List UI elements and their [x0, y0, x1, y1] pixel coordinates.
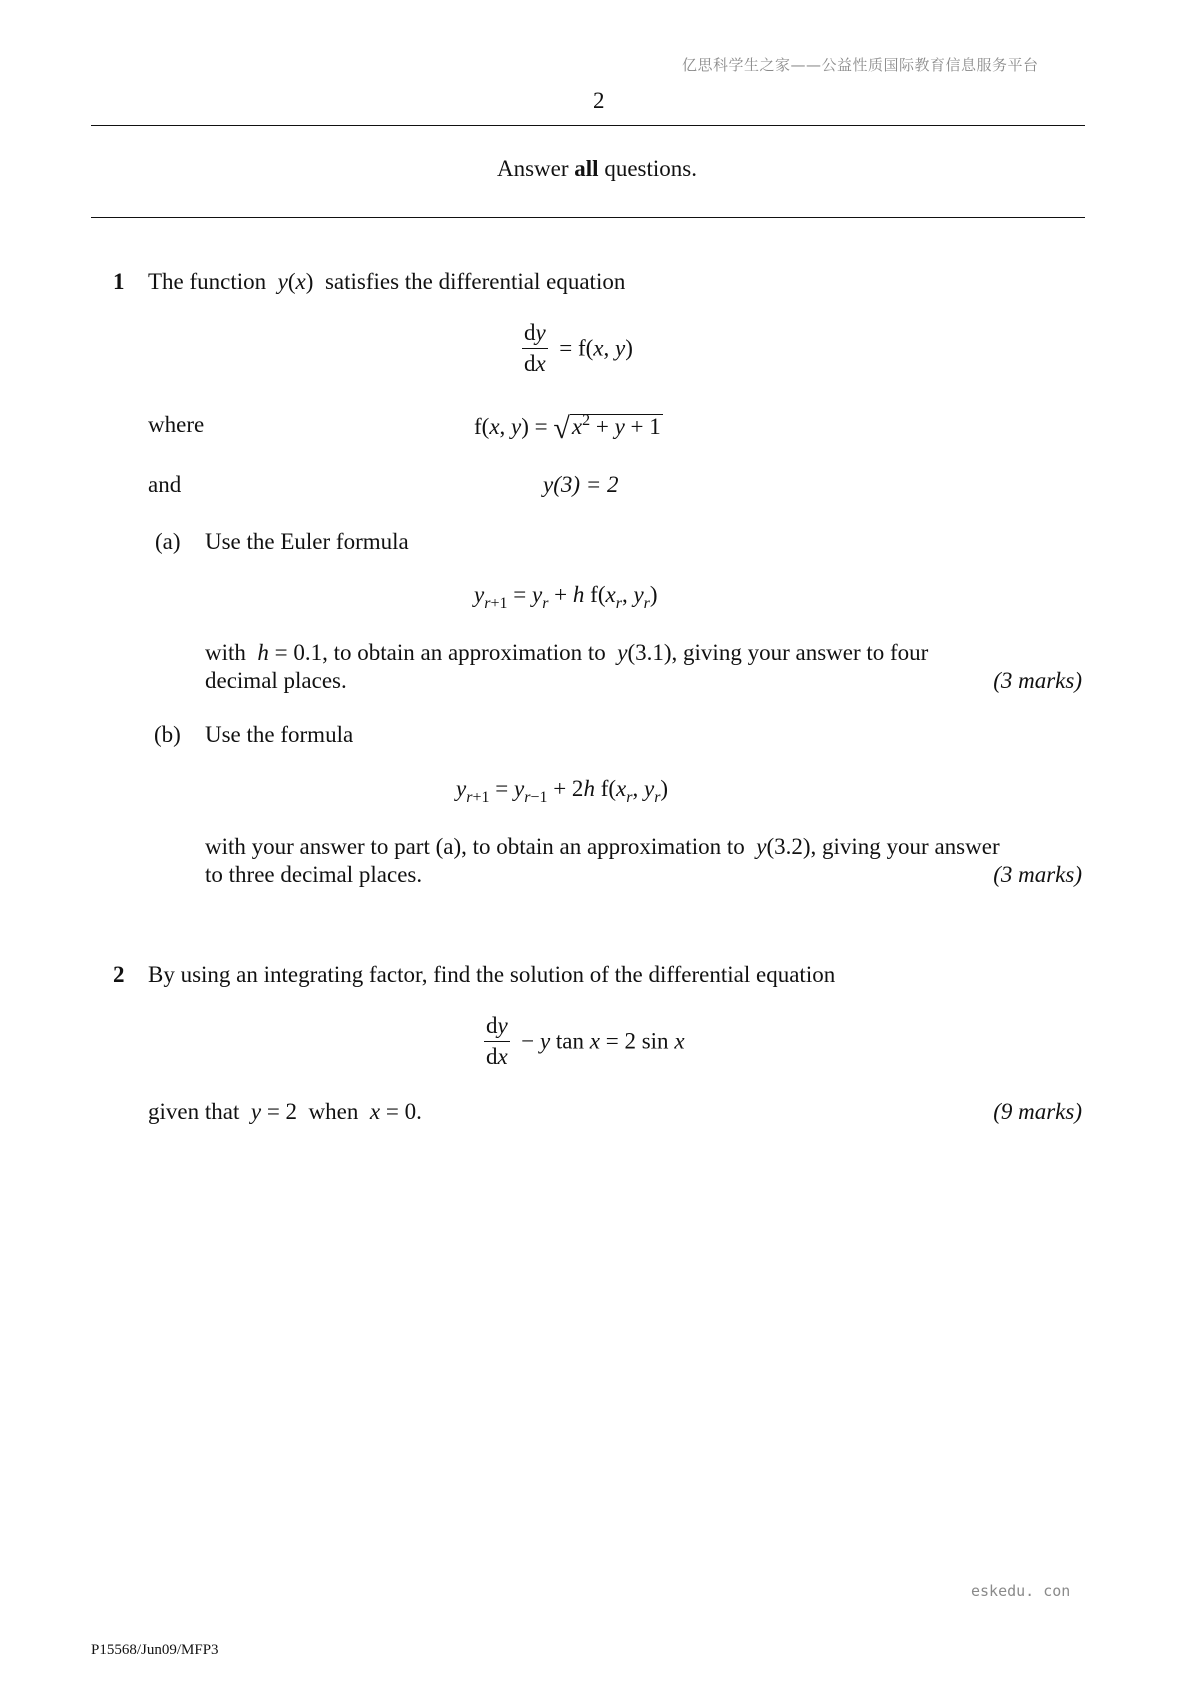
q1-part-b-label: (b) — [154, 722, 181, 747]
q2-given-condition — [148, 1099, 422, 1125]
square-root: $√x^2 + y + 1$ — [553, 412, 661, 445]
instructions-bold: all — [574, 156, 599, 181]
q1-a-text3: , giving your answer to four — [671, 640, 929, 665]
q2-given-text3: . — [416, 1099, 422, 1124]
q1-initial-condition: y(3) = 2 — [543, 472, 619, 497]
site-watermark: eskedu. con — [971, 1582, 1071, 1600]
q2-given-text2: when — [308, 1099, 359, 1124]
q2-marks: (9 marks) — [993, 1099, 1082, 1124]
footer-code: P15568/Jun09/MFP3 — [91, 1642, 219, 1658]
q1-part-b-line2: to three decimal places. — [205, 862, 423, 887]
instructions-suffix: questions. — [598, 156, 697, 181]
watermark-text: 亿思科学生之家——公益性质国际教育信息服务平台 — [682, 56, 1039, 74]
q1-part-a-marks: (3 marks) — [993, 668, 1082, 693]
q1-part-a-label: (a) — [155, 529, 181, 554]
q1-part-b-text — [205, 834, 1000, 860]
q1-differential-equation: $\frac{dy}{dx}$ = f(x, y) — [522, 318, 633, 379]
q1-part-a-text — [205, 640, 928, 666]
question-1-intro — [148, 269, 625, 295]
question-1-number: 1 — [113, 269, 125, 294]
q2-differential-equation: $\frac{dy}{dx}$ − y tan x = 2 sin x — [484, 1011, 685, 1072]
q1-a-step-size: h = 0.1 — [257, 640, 323, 665]
q1-and-label: and — [148, 472, 182, 497]
q1-b-target: y(3.2) — [756, 834, 811, 859]
q1-a-target: y(3.1) — [617, 640, 672, 665]
q1-b-text2: , giving your answer — [810, 834, 1000, 859]
question-2-number: 2 — [113, 962, 125, 987]
instructions — [497, 156, 697, 182]
q1-intro-part2: satisfies the differential equation — [324, 269, 626, 294]
q1-part-b-heading: Use the formula — [205, 722, 354, 747]
q1-a-text2: , to obtain an approximation to — [322, 640, 606, 665]
q1-part-a-heading: Use the Euler formula — [205, 529, 409, 554]
q2-given-text1: given that — [148, 1099, 240, 1124]
q1-function-definition: f(x, $y) = √x^2 + y + 1$ — [474, 408, 663, 442]
q1-part-b-marks: (3 marks) — [993, 862, 1082, 887]
q1-part-a-line2: decimal places. — [205, 668, 347, 693]
midpoint-formula: $y_{r+1} = y_{r-1} + 2h$ $f(x_r$, $y_r$) — [456, 776, 669, 806]
instructions-prefix: Answer — [497, 156, 575, 181]
q2-dy-dx-fraction: $\frac{dy}{dx}$ — [486, 1013, 508, 1069]
bottom-rule — [91, 217, 1085, 218]
q1-intro-part1: The function — [148, 269, 267, 294]
q1-function-symbol: y(x) — [277, 269, 320, 294]
q2-x-value: x = 0 — [369, 1099, 417, 1124]
euler-formula: $y_{r+1} = y_r + h$ $f(x_r$, $y_r$) — [474, 582, 658, 612]
page-number: 2 — [593, 88, 605, 113]
q1-a-text1: with — [205, 640, 246, 665]
dy-dx-fraction: $\frac{dy}{dx}$ — [524, 320, 546, 376]
question-2-intro: By using an integrating factor, find the solution of the differential equation — [148, 962, 836, 987]
q1-b-text1: with your answer to part (a), to obtain an approximation to — [205, 834, 745, 859]
q1-where-label: where — [148, 412, 205, 437]
top-rule — [91, 125, 1085, 126]
q2-y-value: y = 2 — [250, 1099, 303, 1124]
